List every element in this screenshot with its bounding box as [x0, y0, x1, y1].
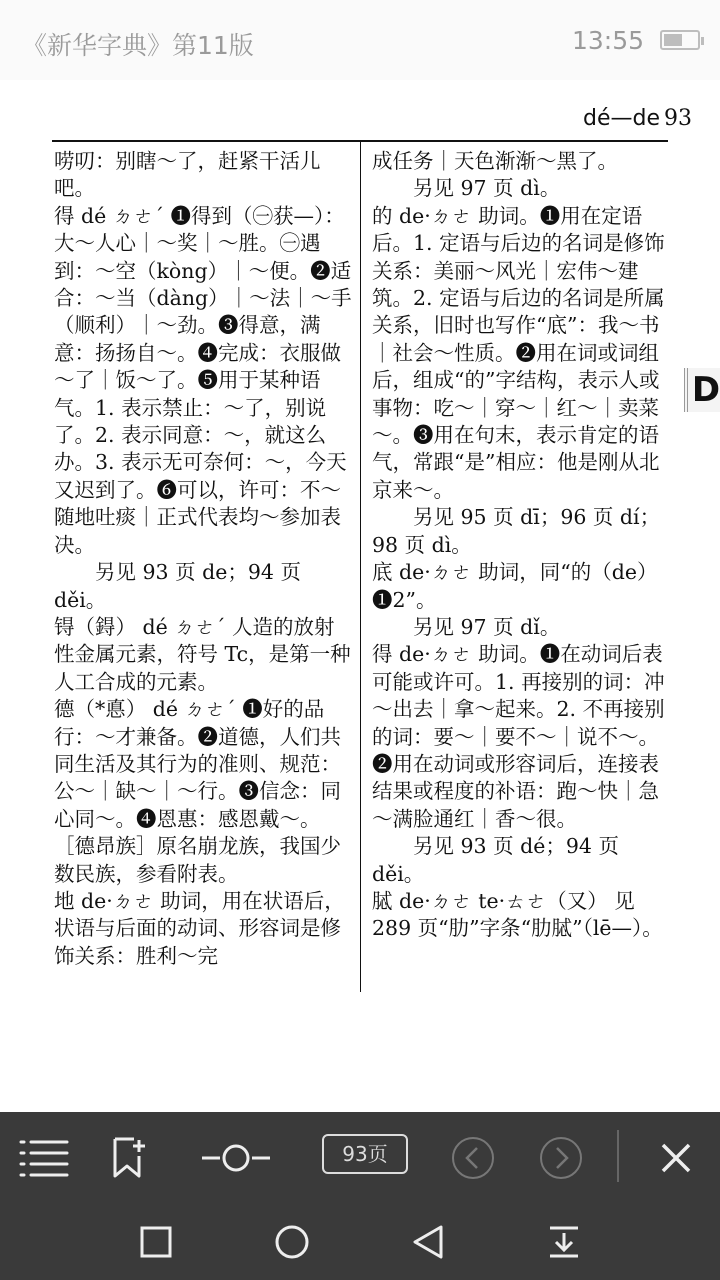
page-number: 93	[664, 106, 692, 131]
battery-icon	[660, 30, 700, 50]
notification-shade-icon[interactable]	[540, 1218, 588, 1266]
entry-de-complement[interactable]: 得 de·ㄉㄜ 助词。❶在动词后表可能或许可。1. 再接别的词：冲～出去｜拿～起来。2. 不再接别的词：要～｜要不～｜说不～。❷用在动词或形容词后，连接表结果或程度的补语：跑～快｜急～满脸通红｜香～很。	[372, 642, 665, 831]
back-icon[interactable]	[404, 1218, 452, 1266]
reader-toolbar	[0, 1112, 720, 1204]
right-column	[372, 148, 672, 943]
status-bar	[0, 0, 720, 80]
app-title: 《新华字典》第11版	[22, 31, 254, 60]
toolbar-divider	[617, 1130, 619, 1182]
entry-de-particle[interactable]: 的 de·ㄉㄜ 助词。❶用在定语后。1. 定语与后边的名词是修饰关系：美丽～风光｜宏伟～建筑。2. 定语与后边的名词是所属关系，旧时也写作“底”：我～书｜社会～性质。❷用在词或词组后，组成“的”字结构，表示人或事物：吃～｜穿～｜红～｜卖菜～。❸用在句末，表示肯定的语气，常跟“是”相应：他是刚从北京来～。	[372, 203, 665, 502]
entry-de-di[interactable]: 地 de·ㄉㄜ 助词，用在状语后，状语与后面的动词、形容词是修饰关系：胜利～完	[54, 888, 345, 968]
add-bookmark-icon[interactable]	[108, 1134, 152, 1182]
entry-continuation: 成任务｜天色渐渐～黑了。	[372, 149, 618, 173]
column-divider	[360, 142, 361, 992]
close-icon[interactable]	[656, 1134, 696, 1182]
clock: 13:55	[571, 26, 644, 55]
cross-reference: 另见 97 页 dì。	[413, 176, 561, 201]
section-tab[interactable]: D	[684, 368, 720, 412]
entry-de2-technetium[interactable]: 锝（鍀） dé ㄉㄜˊ 人造的放射性金属元素，符号 Tc，是第一种人工合成的元素。	[54, 614, 351, 694]
contents-icon[interactable]	[18, 1134, 70, 1182]
previous-page-icon[interactable]	[450, 1134, 496, 1182]
home-icon[interactable]	[268, 1218, 316, 1266]
zoom-slider-icon[interactable]	[200, 1134, 272, 1182]
system-navigation-bar	[0, 1204, 720, 1280]
running-head: dé—de	[583, 106, 660, 131]
left-column	[54, 148, 354, 970]
next-page-icon[interactable]	[538, 1134, 584, 1182]
cross-reference: 另见 93 页 de；94 页 děi。	[54, 560, 301, 612]
entry-de-di3[interactable]: 底 de·ㄉㄜ 助词，同“的（de）❶2”。	[372, 560, 658, 612]
cross-reference: 另见 97 页 dǐ。	[413, 614, 561, 639]
recent-apps-icon[interactable]	[132, 1218, 180, 1266]
cross-reference: 另见 93 页 dé；94 页 děi。	[372, 834, 619, 886]
entry-de-te[interactable]: 脦 de·ㄉㄜ te·ㄊㄜ（又） 见 289 页“肋”字条“肋脦”（lē—）。	[372, 888, 663, 941]
entry-de2-virtue[interactable]: 德（*悳） dé ㄉㄜˊ ❶好的品行：～才兼备。❷道德，人们共同生活及其行为的准则、规范：公～｜缺～｜～行。❸信念：同心同～。❹恩惠：感恩戴～。	[54, 697, 341, 831]
entry-continuation: 唠叨：别瞎～了，赶紧干活儿吧。	[54, 149, 321, 201]
entry-deang[interactable]: ［德昂族］原名崩龙族，我国少数民族，参看附表。	[54, 834, 341, 886]
page-jump-button[interactable]: 93页	[322, 1134, 408, 1174]
entry-de2-de[interactable]: 得 dé ㄉㄜˊ ❶得到（㊀获—）：大～人心｜～奖｜～胜。㊀遇到：～空（kòng）｜～便。❷适合：～当（dàng）｜～法｜～手（顺利）｜～劲。❸得意，满意：扬扬自～。❹完成：衣服做～了｜饭～了。❺用于某种语气。1. 表示禁止：～了，别说了。2. 表示同意：～，就这么办。3. 表示无可奈何：～，今天又迟到了。❻可以，许可：不～随地吐痰｜正式代表均～参加表决。	[54, 203, 352, 557]
cross-reference: 另见 95 页 dī；96 页 dí；98 页 dì。	[372, 505, 661, 557]
